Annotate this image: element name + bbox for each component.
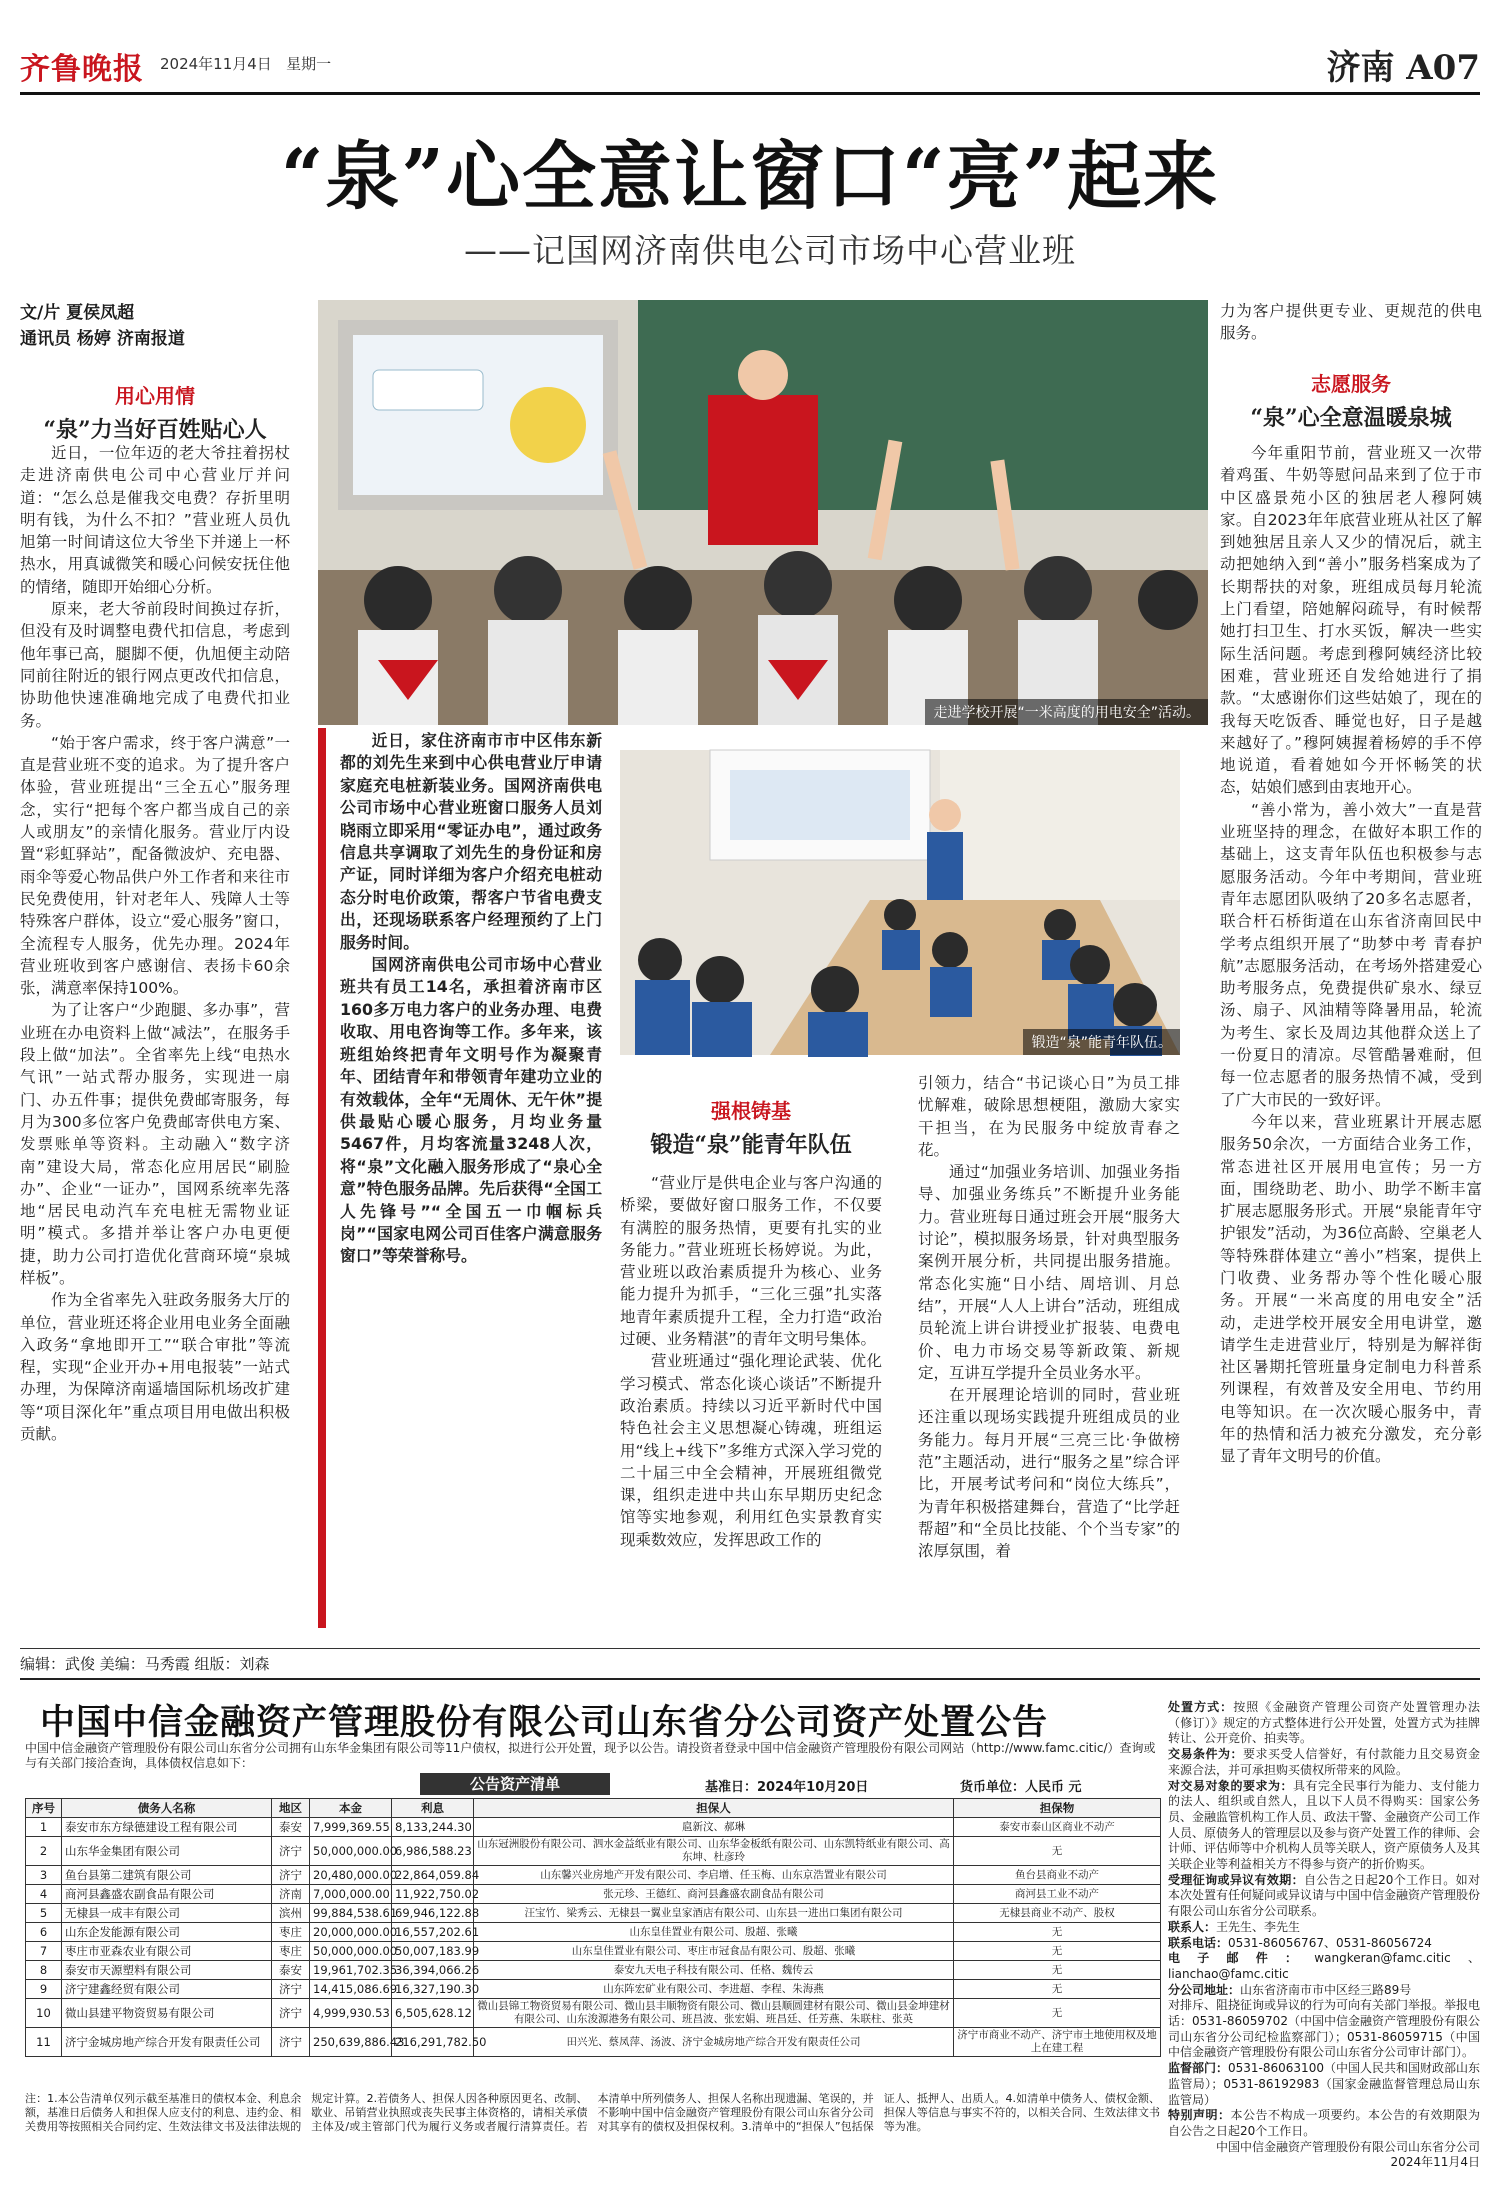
page-header (20, 40, 1480, 90)
table-cell: 4 (26, 1885, 62, 1904)
table-cell: 22,864,059.84 (392, 1866, 474, 1885)
terms-text: 2024年11月4日 (1390, 2155, 1480, 2170)
table-cell: 张元珍、王德红、商河县鑫盛农副食品有限公司 (474, 1885, 954, 1904)
table-cell: 泰安市天源塑料有限公司 (62, 1961, 272, 1980)
column-1-text (20, 442, 290, 1445)
announcement-intro: 中国中信金融资产管理股份有限公司山东省分公司拥有山东华金集团有限公司等11户债权，拟进行公开处置，现予以公告。请投资者登录中国中信金融资产管理股份有限公司网站（http://www.famc.citic/）查询或与有关部门接洽查询，具体债权信息如下： (25, 1741, 1156, 1770)
table-cell: 6,986,588.23 (392, 1837, 474, 1866)
section-heading-1 (20, 380, 290, 444)
byline-author: 文/片 夏侯凤超 (20, 303, 135, 323)
column-4-continuation (1220, 300, 1482, 345)
terms-heading: 对交易对象的要求为： (1168, 1778, 1293, 1793)
column-3b-text (918, 1072, 1180, 1563)
table-row (26, 1923, 1161, 1942)
photo-caption: 锻造“泉”能青年队伍。 (1023, 1029, 1180, 1055)
terms-heading: 处置方式： (1168, 1700, 1234, 1714)
terms-text: 0531-86063100（中国人民共和国财政部山东监管局）；0531-86192983（国家金融监督管理总局山东监管局） (1168, 2061, 1480, 2107)
terms-paragraph (1168, 2155, 1480, 2171)
table-cell: 99,884,538.61 (310, 1904, 392, 1923)
decorative-red-bar (318, 728, 326, 1628)
table-cell: 36,394,066.26 (392, 1961, 474, 1980)
table-cell: 济宁 (272, 1837, 310, 1866)
table-cell: 14,415,086.69 (310, 1980, 392, 1999)
table-cell: 10 (26, 1999, 62, 2028)
table-cell: 7 (26, 1942, 62, 1961)
asset-table-body (26, 1818, 1161, 2057)
table-cell: 汪宝竹、梁秀云、无棣县一翼业皇家酒店有限公司、山东县一进出口集团有限公司 (474, 1904, 954, 1923)
table-cell: 山东阵宏矿业有限公司、李进超、李程、朱海燕 (474, 1980, 954, 1999)
table-cell: 无 (954, 1980, 1161, 1999)
table-row (26, 1942, 1161, 1961)
terms-paragraph (1168, 1920, 1480, 1936)
paragraph: 引领力，结合“书记谈心日”为员工排忧解难，破除思想梗阻，激励大家实干担当，在为民服务中绽放青春之花。 (918, 1074, 1180, 1159)
table-cell: 济南 (272, 1885, 310, 1904)
table-cell: 3 (26, 1866, 62, 1885)
table-cell: 泰安市东方绿德建设工程有限公司 (62, 1818, 272, 1837)
table-cell: 19,961,702.35 (310, 1961, 392, 1980)
table-cell: 山东皇佳置业有限公司、枣庄市冠食品有限公司、殷超、张曦 (474, 1942, 954, 1961)
terms-paragraph (1168, 1998, 1480, 2061)
table-cell: 16,327,190.30 (392, 1980, 474, 1999)
table-row (26, 1961, 1161, 1980)
paragraph: 今年以来，营业班累计开展志愿服务50余次，一方面结合业务工作，常态进社区开展用电宣传；另一方面，围绕助老、助小、助学不断丰富扩展志愿服务形式。开展“泉能青年守护银发”活动，为36位高龄、空巢老人等特殊群体建立“善小”档案，提供上门收费、业务帮办等个性化暖心服务。开展“一米高度的用电安全”活动，走进学校开展安全用电讲堂，邀请学生走进营业厅，特别是为解祥街社区暑期托管班量身定制电力科普系列课程，有效普及安全用电、节约用电等知识。在一次次暖心服务中，青年的热情和活力被充分激发，充分彰显了青年文明号的价值。 (1220, 1112, 1482, 1466)
terms-text: 0531-86056767、0531-86056724 (1228, 1935, 1432, 1950)
terms-text: wangkeran@famc.citic、lianchao@famc.citic (1168, 1951, 1480, 1981)
table-header-cell: 担保人 (474, 1799, 954, 1818)
table-cell: 无 (954, 1961, 1161, 1980)
terms-heading: 联系电话： (1168, 1935, 1229, 1950)
byline-correspondent: 通讯员 杨婷 济南报道 (20, 329, 185, 349)
table-cell: 泰安市泰山区商业不动产 (954, 1818, 1161, 1837)
terms-text: 中国中信金融资产管理股份有限公司山东省分公司 (1215, 2139, 1480, 2154)
table-row (26, 2028, 1161, 2057)
column-4-text (1220, 442, 1482, 1468)
table-cell: 鱼台县第二建筑有限公司 (62, 1866, 272, 1885)
section-subheading: 锻造“泉”能青年队伍 (650, 1132, 852, 1158)
table-row (26, 1980, 1161, 1999)
table-row (26, 1904, 1161, 1923)
weekday-text: 星期一 (286, 55, 332, 73)
table-cell: 7,999,369.55 (310, 1818, 392, 1837)
table-cell: 济宁金城房地产综合开发有限责任公司 (62, 2028, 272, 2057)
table-cell: 泰安九天电子科技有限公司、任格、魏传云 (474, 1961, 954, 1980)
column-3-text (620, 1172, 882, 1551)
article-subtitle: ——记国网济南供电公司市场中心营业班 (464, 231, 1076, 270)
paragraph: “始于客户需求，终于客户满意”一直是营业班不变的追求。为了提升客户体验，营业班提出“三全五心”服务理念，实行“把每个客户都当成自己的亲人或朋友”的亲情化服务。营业厅内设置“彩虹驿站”，配备微波炉、充电器、雨伞等爱心物品供户外工作者和来往市民免费使用，针对老年人、残障人士等特殊客户群体，设立“爱心服务”窗口，全流程专人服务，优先办理。2024年营业班收到客户感谢信、表扬卡60余张，满意率保持100%。 (20, 733, 290, 998)
table-cell: 无 (954, 1999, 1161, 2028)
table-cell: 济宁建鑫经贸有限公司 (62, 1980, 272, 1999)
paragraph: 在开展理论培训的同时，营业班还注重以现场实践提升班组成员的业务能力。每月开展“三亮三比·争做榜范”主题活动，进行“服务之星”综合评比，开展考试考问和“岗位大练兵”，为青年积极搭建舞台，营造了“比学赶帮超”和“全员比技能、个个当专家”的浓厚氛围，着 (918, 1386, 1180, 1561)
newspaper-logo: 齐鲁晚报 (20, 52, 144, 87)
table-cell: 微山县建平物资贸易有限公司 (62, 1999, 272, 2028)
paragraph: 力为客户提供更专业、更规范的供电服务。 (1220, 302, 1482, 343)
terms-text: 对排斥、阻挠征询或异议的行为可向有关部门举报。举报电话：0531-86059702（中国中信金融资产管理股份有限公司山东省分公司纪检监察部门）；0531-86059715（中国中信金融资产管理股份有限公司山东省分公司审计部门）。 (1168, 1998, 1481, 2060)
photo-caption: 走进学校开展“一米高度的用电安全”活动。 (925, 699, 1208, 725)
terms-paragraph (1168, 1747, 1480, 1778)
table-cell: 2 (26, 1837, 62, 1866)
table-header-cell: 债务人名称 (62, 1799, 272, 1818)
terms-text: 按照《金融资产管理公司资产处置管理办法（修订）》规定的方式整体进行公开处置，处置方式为挂牌转让、公开竞价、拍卖等。 (1168, 1700, 1480, 1746)
terms-text: 要求买受人信誉好，有付款能力且交易资金来源合法，并可承担购买债权所带来的风险。 (1168, 1747, 1480, 1777)
table-cell: 216,291,782.50 (392, 2028, 474, 2057)
terms-paragraph (1168, 1936, 1480, 1952)
table-cell: 泰安 (272, 1818, 310, 1837)
table-cell: 4,999,930.53 (310, 1999, 392, 2028)
section-label: 用心用情 (115, 384, 195, 408)
paragraph: 近日，一位年迈的老大爷拄着拐杖走进济南供电公司中心营业厅并问道：“怎么总是催我交电费？存折里明明有钱，为什么不扣？”营业班人员仇旭第一时间请这位大爷坐下并递上一杯热水，用真诚微笑和暖心问候安抚住他的情绪，随即开始细心分析。 (20, 444, 290, 596)
paragraph: 国网济南供电公司市场中心营业班共有员工14名，承担着济南市区160多万电力客户的业务办理、电费收取、用电咨询等工作。多年来，该班组始终把青年文明号作为凝聚青年、团结青年和带领青年建功立业的有效载体，全年“无周休、无午休”提供最贴心暖心服务，月均业务量5467件，月均客流量3248人次，将“泉”文化融入服务形成了“泉心全意”特色服务品牌。先后获得“全国工人先锋号”“全国五一巾帼标兵岗”“国家电网公司百佳客户满意服务窗口”等荣誉称号。 (340, 955, 602, 1266)
section-label: 志愿服务 (1311, 372, 1391, 396)
table-cell: 鱼台县商业不动产 (954, 1866, 1161, 1885)
table-cell: 9 (26, 1980, 62, 1999)
table-header-cell: 序号 (26, 1799, 62, 1818)
announcement-notes: 注：1.本公告清单仅列示截至基准日的债权本金、利息余额，基准日后债务人和担保人应支付的利息、违约金、相关费用等按照相关合同约定、生效法律文书及法律法规的规定计算。2.若债务人、担保人因各种原因更名、改制、歇业、吊销营业执照或丧失民事主体资格的，请相关承债主体及/或主管部门代为履行义务或者履行清算责任。若本清单中所列债务人、担保人名称出现遗漏、笔误的，并不影响中国中信金融资产管理股份有限公司山东省分公司对其享有的债权及担保权利。3.清单中的“担保人”包括保证人、抵押人、出质人。4.如清单中债务人、债权金额、担保人等信息与事实不符的，以相关合同、生效法律文书等为准。 (25, 2092, 1160, 2133)
terms-paragraph (1168, 2061, 1480, 2108)
editor-credits: 编辑：武俊 美编：马秀霞 组版：刘森 (20, 1655, 270, 1673)
section-label: 强根铸基 (711, 1099, 791, 1123)
table-row (26, 1837, 1161, 1866)
classroom-photo (318, 300, 1208, 725)
article-title: “泉”心全意让窗口“亮”起来 (280, 134, 1220, 220)
terms-paragraph (1168, 2108, 1480, 2139)
paragraph: 通过“加强业务培训、加强业务指导、加强业务练兵”不断提升业务能力。营业班每日通过班会开展“服务大讨论”，模拟服务场景，针对典型服务案例开展分析，共同提出服务措施。常态化实施“日小结、周培训、月总结”，开展“人人上讲台”活动，班组成员轮流上讲台讲授业扩报装、电费电价、电力市场交易等新政策、新规定，互讲互学提升全员业务水平。 (918, 1163, 1180, 1382)
table-cell: 山东馨兴业房地产开发有限公司、李启增、任玉梅、山东京浩置业有限公司 (474, 1866, 954, 1885)
table-cell: 50,007,183.99 (392, 1942, 474, 1961)
header-rule (20, 92, 1480, 95)
section-subheading: “泉”力当好百姓贴心人 (43, 417, 267, 443)
terms-text: 王先生、李先生 (1216, 1919, 1301, 1934)
table-header-cell: 地区 (272, 1799, 310, 1818)
paragraph: “善小常为，善小效大”一直是营业班坚持的理念，在做好本职工作的基础上，这支青年队伍也积极参与志愿服务活动。今年中考期间，营业班青年志愿团队吸纳了20多名志愿者，联合杆石桥街道在山东省济南回民中学考点组织开展了“助梦中考 青春护航”志愿服务活动，在考场外搭建爱心助考服务点，免费提供矿泉水、绿豆汤、扇子、风油精等降暑用品，轮流为考生、家长及周边其他群众送上了一份夏日的清凉。尽管酷暑难耐，但每一位志愿者的服务热情不减，受到了广大市民的一致好评。 (1220, 800, 1482, 1109)
classroom-photo-image (318, 300, 1208, 725)
terms-heading: 交易条件为： (1168, 1747, 1243, 1762)
table-cell: 1 (26, 1818, 62, 1837)
table-cell: 济宁 (272, 1980, 310, 1999)
announcement-title: 中国中信金融资产管理股份有限公司山东省分公司资产处置公告 (40, 1703, 1049, 1743)
terms-heading: 特别声明： (1168, 2108, 1231, 2123)
paragraph: 营业班通过“强化理论武装、优化学习模式、常态化谈心谈话”不断提升政治素质。持续以习近平新时代中国特色社会主义思想凝心铸魂，班组运用“线上+线下”多维方式深入学习党的二十届三中全会精神，开展班组微党课，组织走进中共山东早期历史纪念馆等实地参观，利用红色实景教育实现乘数效应，发挥思政工作的 (620, 1352, 882, 1549)
table-header-cell: 利息 (392, 1799, 474, 1818)
table-cell: 69,946,122.88 (392, 1904, 474, 1923)
asset-list-bar (420, 1773, 1160, 1795)
section-heading-4 (1220, 368, 1482, 432)
issue-date (160, 53, 331, 74)
paragraph: 作为全省率先入驻政务服务大厅的单位，营业班还将企业用电业务全面融入政务“拿地即开工”“联合审批”等流程，实现“企业开办+用电报装”一站式办理，为保障济南遥墙国际机场改扩建等“项目深化年”重点项目用电做出积极贡献。 (20, 1291, 290, 1444)
paragraph: 近日，家住济南市市中区伟东新都的刘先生来到中心供电营业厅申请家庭充电桩新装业务。国网济南供电公司市场中心营业班窗口服务人员刘晓雨立即采用“零证办电”，通过政务信息共享调取了刘先生的身份证和房产证，同时详细为客户介绍充电桩动态分时电价政策，帮客户节省电费支出，还现场联系客户经理预约了上门服务时间。 (340, 731, 602, 952)
table-cell: 6,505,628.12 (392, 1999, 474, 2028)
table-cell: 8,133,244.30 (392, 1818, 474, 1837)
table-cell: 11 (26, 2028, 62, 2057)
table-cell: 枣庄 (272, 1923, 310, 1942)
table-cell: 济宁 (272, 2028, 310, 2057)
table-cell: 50,000,000.00 (310, 1942, 392, 1961)
terms-paragraph (1168, 1983, 1480, 1999)
table-cell: 50,000,000.00 (310, 1837, 392, 1866)
currency-unit: 货币单位：人民币 元 (960, 1780, 1082, 1795)
table-row (26, 1818, 1161, 1837)
table-cell: 商河县工业不动产 (954, 1885, 1161, 1904)
table-cell: 20,000,000.00 (310, 1923, 392, 1942)
table-cell: 7,000,000.00 (310, 1885, 392, 1904)
byline (20, 300, 290, 352)
terms-text: 具有完全民事行为能力、支付能力的法人、组织或自然人，且以下人员不得购买：国家公务员、金融监管机构工作人员、政法干警、金融资产公司工作人员、原债务人的管理层以及参与资产处置工作的律师、会计师、评估师等中介机构人员等关联人，资产原债务人及其关联企业等利益相关方不得参与资产的折价购买。 (1168, 1778, 1481, 1872)
date-text: 2024年11月4日 (160, 55, 272, 73)
terms-paragraph (1168, 2140, 1480, 2156)
table-cell: 6 (26, 1923, 62, 1942)
terms-paragraph (1168, 1951, 1480, 1982)
table-row (26, 1999, 1161, 2028)
table-cell: 山东企发能源有限公司 (62, 1923, 272, 1942)
terms-text: 自公告之日起20个工作日。如对本次处置有任何疑问或异议请与中国中信金融资产管理股份有限公司山东省分公司联系。 (1168, 1872, 1481, 1919)
terms-text: 本公告不构成一项要约。本公告的有效期限为自公告之日起20个工作日。 (1168, 2108, 1480, 2138)
table-cell: 16,557,202.61 (392, 1923, 474, 1942)
table-cell: 济宁市商业不动产、济宁市土地使用权及地上在建工程 (954, 2028, 1161, 2057)
table-header-cell: 本金 (310, 1799, 392, 1818)
table-cell: 8 (26, 1961, 62, 1980)
team-photo-image (620, 750, 1180, 1055)
asset-table (25, 1798, 1161, 2057)
table-cell: 扈新汶、郝琳 (474, 1818, 954, 1837)
terms-heading: 联系人： (1168, 1919, 1217, 1934)
base-date: 基准日：2024年10月20日 (705, 1780, 869, 1795)
table-cell: 山东华金集团有限公司 (62, 1837, 272, 1866)
table-cell: 无棣县商业不动产、股权 (954, 1904, 1161, 1923)
asset-list-title: 公告资产清单 (420, 1773, 610, 1795)
table-cell: 滨州 (272, 1904, 310, 1923)
terms-heading: 受理征询或异议有效期： (1168, 1872, 1304, 1887)
table-cell: 5 (26, 1904, 62, 1923)
terms-paragraph (1168, 1779, 1480, 1873)
section-heading-2 (620, 1095, 882, 1159)
table-cell: 枣庄 (272, 1942, 310, 1961)
ad-top-rule (20, 1678, 1480, 1680)
table-cell: 250,639,886.43 (310, 2028, 392, 2057)
table-row (26, 1885, 1161, 1904)
intro-bold-text (340, 730, 602, 1268)
table-cell: 济宁 (272, 1999, 310, 2028)
paragraph: 原来，老大爷前段时间换过存折，但没有及时调整电费代扣信息，考虑到他年事已高，腿脚不便，仇旭便主动陪同前往附近的银行网点更改代扣信息，协助他快速准确地完成了电费代扣业务。 (20, 600, 290, 730)
table-cell: 微山县锦工物资贸易有限公司、微山县丰顺物资有限公司、微山县顺圆建材有限公司、微山县金坤建材有限公司、山东浚源港务有限公司、班昌波、张宏娟、班昌廷、任芳燕、朱联柱、张英 (474, 1999, 954, 2028)
paragraph: “营业厅是供电企业与客户沟通的桥梁，要做好窗口服务工作，不仅要有满腔的服务热情，更要有扎实的业务能力。”营业班班长杨婷说。为此，营业班以政治素质提升为核心、业务能力提升为抓手，“三化三强”扎实落地青年素质提升工程，全力打造“政治过硬、业务精湛”的青年文明号集体。 (620, 1174, 882, 1349)
section-subheading: “泉”心全意温暖泉城 (1250, 405, 1452, 431)
asset-table-header (26, 1799, 1161, 1818)
terms-text: 山东省济南市市中区经三路89号 (1240, 1982, 1412, 1997)
table-cell: 济宁 (272, 1866, 310, 1885)
editor-rule (20, 1648, 1480, 1649)
announcement-terms (1168, 1700, 1480, 2171)
table-cell: 山东冠洲股份有限公司、泗水金益纸业有限公司、山东华金板纸有限公司、山东凯特纸业有限公司、高东坤、杜彦玲 (474, 1837, 954, 1866)
table-cell: 11,922,750.02 (392, 1885, 474, 1904)
terms-heading: 分公司地址： (1168, 1982, 1241, 1997)
team-photo (620, 750, 1180, 1055)
table-header-cell: 担保物 (954, 1799, 1161, 1818)
terms-paragraph (1168, 1700, 1480, 1747)
table-row (26, 1866, 1161, 1885)
table-cell: 20,480,000.00 (310, 1866, 392, 1885)
paragraph: 今年重阳节前，营业班又一次带着鸡蛋、牛奶等慰问品来到了位于市中区盛景苑小区的独居老人穆阿姨家。自2023年年底营业班从社区了解到她独居且亲人又少的情况后，就主动把她纳入到“善小”服务档案成为了长期帮扶的对象，班组成员每月轮流上门看望，陪她解闷疏导，有时候帮她打扫卫生、打水买饭，解决一些实际生活问题。考虑到穆阿姨经济比较困难，营业班还自发给她进行了捐款。“太感谢你们这些姑娘了，现在的我每天吃饭香、睡觉也好，日子是越来越好了。”穆阿姨握着杨婷的手不停地说道，看着她如今开怀畅笑的状态，姑娘们感到由衷地开心。 (1220, 444, 1482, 797)
terms-heading: 监督部门： (1168, 2061, 1229, 2076)
terms-heading: 电子邮件： (1168, 1951, 1315, 1966)
table-cell: 山东皇佳置业有限公司、殷超、张曦 (474, 1923, 954, 1942)
table-cell: 商河县鑫盛农副食品有限公司 (62, 1885, 272, 1904)
table-cell: 无棣县一成丰有限公司 (62, 1904, 272, 1923)
paragraph: 为了让客户“少跑腿、多办事”，营业班在办电资料上做“减法”，在服务手段上做“加法”。全省率先上线“电热水气讯”一站式帮办服务，实现进一扇门、办五件事；提供免费邮寄服务，每月为300多位客户免费邮寄供电方案、发票账单等资料。主动融入“数字济南”建设大局，常态化应用居民“刷脸办”、企业“一证办”，国网系统率先落地“居民电动汽车充电桩无需物业证明”模式。多措并举让客户办电更便捷，助力公司打造优化营商环境“泉城样板”。 (20, 1001, 290, 1287)
table-cell: 无 (954, 1942, 1161, 1961)
table-cell: 无 (954, 1923, 1161, 1942)
section-page-label: 济南 A07 (1326, 48, 1480, 88)
terms-paragraph (1168, 1873, 1480, 1920)
table-cell: 田兴光、蔡凤萍、汤波、济宁金城房地产综合开发有限责任公司 (474, 2028, 954, 2057)
table-cell: 无 (954, 1837, 1161, 1866)
table-cell: 泰安 (272, 1961, 310, 1980)
table-cell: 枣庄市亚森农业有限公司 (62, 1942, 272, 1961)
